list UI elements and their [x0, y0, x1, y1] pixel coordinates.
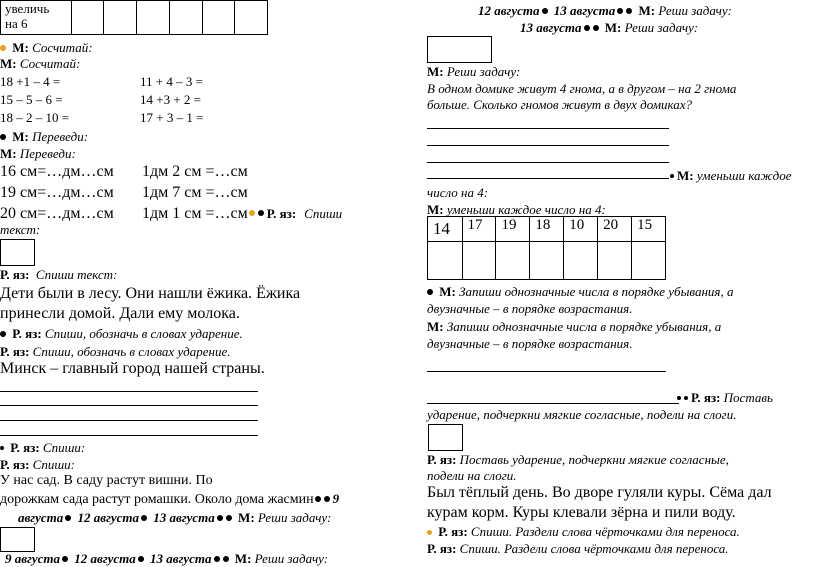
- bullet-icon: [258, 210, 264, 216]
- writing-line: [427, 145, 669, 146]
- answer-cell[interactable]: [564, 242, 598, 280]
- subject-label: М:: [427, 319, 444, 334]
- russian-stress-heading-2: [0, 344, 231, 360]
- task-text: Спиши. Раздели слова чёрточками для переноса.: [470, 524, 740, 539]
- math-reduce-heading-1: [670, 168, 792, 184]
- top-table-label-line1: увеличь: [5, 1, 50, 16]
- task-text: Поставь: [723, 390, 773, 405]
- subject-label: Р. яз:: [691, 390, 721, 405]
- number-cell: 10: [564, 217, 598, 242]
- subject-label: Р. яз:: [0, 344, 30, 359]
- conversion: 1дм 1 см =…см: [142, 205, 248, 222]
- task-text: Спиши. Раздели слова чёрточками для переноса.: [459, 541, 729, 556]
- writing-line: [427, 162, 669, 163]
- task-text-wrap: число на 4:: [427, 185, 489, 200]
- task-text: Поставь ударение, подчеркни мягкие согласные,: [459, 452, 729, 467]
- task-text: Сосчитай:: [32, 40, 93, 55]
- date: 13 августа: [153, 510, 215, 525]
- subject-label: М:: [439, 284, 456, 299]
- top-table-cell: [169, 1, 202, 35]
- subject-label: Р. яз:: [0, 457, 30, 472]
- writing-line: [427, 371, 666, 372]
- number-cell: 18: [530, 217, 564, 242]
- russian-copy-heading: [0, 267, 117, 283]
- writing-line: [0, 405, 258, 406]
- bullet-icon: [584, 25, 590, 31]
- date: 12 августа: [77, 510, 140, 525]
- math-count-heading-2: [0, 56, 80, 72]
- subject-label: М:: [12, 129, 29, 144]
- bullet-icon: [141, 515, 147, 521]
- equation: 15 – 5 – 6 =: [0, 92, 63, 107]
- task-text-wrap: ударение, подчеркни мягкие согласные, подели на слоги.: [427, 407, 737, 422]
- bullet-icon: [217, 515, 223, 521]
- task-text: Спиши:: [42, 440, 86, 455]
- subject-label: Р. яз:: [12, 326, 42, 341]
- task-text: Спиши, обозначь в словах ударение.: [44, 326, 243, 341]
- task-text: Реши задачу:: [658, 3, 732, 18]
- answer-cell[interactable]: [428, 242, 463, 280]
- number-cell: 20: [598, 217, 632, 242]
- bullet-icon: [670, 174, 674, 178]
- subject-label: М:: [677, 168, 694, 183]
- bullet-icon: [0, 446, 4, 450]
- top-table-cell: [137, 1, 170, 35]
- russian-stress-heading-1: [0, 326, 243, 342]
- russian-copy-heading-4: [0, 457, 75, 473]
- writing-line: [427, 128, 669, 129]
- subject-label: Р. яз:: [10, 440, 40, 455]
- subject-label: Р. яз:: [266, 206, 297, 221]
- writing-line: [427, 178, 669, 179]
- dates-heading: [18, 510, 331, 526]
- answer-cell[interactable]: [496, 242, 530, 280]
- bullet-icon: [226, 515, 232, 521]
- writing-line: [427, 403, 679, 404]
- conversion: 20 см=…дм…см: [0, 205, 114, 222]
- subject-label: М:: [427, 64, 444, 79]
- date: августа: [18, 510, 64, 525]
- task-text-wrap: двузначные – в порядке возрастания.: [427, 336, 633, 351]
- numbers-table: [427, 216, 666, 280]
- math-translate-heading-2: [0, 146, 76, 162]
- task-text: Спиши, обозначь в словах ударение.: [32, 344, 231, 359]
- subject-label: М:: [0, 56, 17, 71]
- number-cell: 19: [496, 217, 530, 242]
- top-table: [0, 0, 268, 35]
- conversion: 1дм 7 см =…см: [142, 184, 248, 201]
- top-table-cell: [71, 1, 104, 35]
- copy-text-line: Дети были в лесу. Они нашли ёжика. Ёжика: [0, 285, 301, 302]
- bullet-icon: [617, 8, 623, 14]
- task-text: Спиши:: [32, 457, 75, 472]
- date: 13 августа: [520, 20, 582, 35]
- bullet-icon: [223, 556, 229, 562]
- task-text: Реши задачу:: [624, 20, 699, 35]
- answer-box[interactable]: [428, 424, 463, 451]
- bullet-icon: [315, 496, 321, 502]
- number-cell: 15: [632, 217, 666, 242]
- bullet-icon: [427, 530, 432, 535]
- task-text: Переведи:: [32, 129, 89, 144]
- dates-heading-1: [478, 3, 732, 19]
- problem-line: В одном домике живут 4 гнома, а в другом – на 2 гнома: [427, 81, 737, 96]
- subject-label: М:: [427, 202, 444, 217]
- subject-label: М:: [234, 551, 252, 566]
- bullet-icon: [542, 8, 548, 14]
- bullet-icon: [249, 210, 255, 216]
- answer-cell[interactable]: [530, 242, 564, 280]
- task-text: Переведи:: [19, 146, 76, 161]
- date: 13 августа: [150, 551, 212, 566]
- copy-text-line: принесли домой. Дали ему молока.: [0, 305, 240, 322]
- task-text: Реши задачу:: [257, 510, 332, 525]
- story-line: Был тёплый день. Во дворе гуляли куры. Сёма дал: [427, 484, 772, 501]
- subject-label: М:: [0, 146, 17, 161]
- subject-label: М:: [638, 3, 656, 18]
- russian-hyphen-heading-1: [427, 524, 740, 540]
- math-order-heading-1: [427, 284, 733, 300]
- answer-cell[interactable]: [462, 242, 496, 280]
- answer-box[interactable]: [0, 527, 35, 552]
- equation: 14 +3 + 2 =: [140, 92, 201, 107]
- date: 12 августа: [478, 3, 540, 18]
- garden-text-line: дорожкам сада растут ромашки. Около дома жасмин: [0, 492, 314, 507]
- conversion: 19 см=…дм…см: [0, 184, 114, 201]
- russian-stress-heading-1: [677, 390, 773, 406]
- writing-line: [0, 391, 258, 392]
- russian-hyphen-heading-2: [427, 541, 729, 557]
- equation: 18 – 2 – 10 =: [0, 110, 70, 125]
- task-text-wrap: двузначные – в порядке возрастания.: [427, 301, 633, 316]
- writing-line: [0, 420, 258, 421]
- task-text: Запиши однозначные числа в порядке убывания, а: [459, 284, 734, 299]
- bullet-icon: [0, 331, 6, 337]
- date: 12 августа: [74, 551, 136, 566]
- number-cell: 17: [462, 217, 496, 242]
- date: 13 августа: [553, 3, 616, 18]
- conversion-with-task: [142, 205, 342, 223]
- garden-text-line: У нас сад. В саду растут вишни. По: [0, 473, 213, 488]
- dates-heading-2: [520, 20, 698, 36]
- math-count-heading-1: [0, 40, 93, 56]
- task-text: Спиши текст:: [35, 267, 118, 282]
- bullet-icon: [65, 515, 71, 521]
- subject-label: М:: [604, 20, 622, 35]
- task-text: Запиши однозначные числа в порядке убывания, а: [446, 319, 722, 334]
- bullet-icon: [324, 496, 330, 502]
- garden-text-line-with-date: [0, 491, 339, 508]
- answer-box[interactable]: [0, 239, 35, 266]
- bullet-icon: [427, 289, 433, 295]
- story-line: курам корм. Куры клевали зёрна и пили воду.: [427, 504, 736, 521]
- task-text: уменьши каждое число на 4:: [446, 202, 606, 217]
- task-text-wrap: подели на слоги.: [427, 468, 517, 483]
- subject-label: М:: [238, 510, 255, 525]
- top-table-cell: [104, 1, 137, 35]
- russian-stress-heading-2: [427, 452, 729, 468]
- conversion: 1дм 2 см =…см: [142, 163, 248, 180]
- answer-box[interactable]: [427, 36, 492, 63]
- bullet-icon: [677, 396, 681, 400]
- writing-line: [0, 435, 258, 436]
- bullet-icon: [593, 25, 599, 31]
- sentence: Минск – главный город нашей страны.: [0, 360, 265, 377]
- date: 9 августа: [5, 551, 61, 566]
- bullet-icon: [0, 45, 6, 51]
- task-text: Спиши: [304, 206, 343, 221]
- top-table-label-cell: [1, 1, 72, 35]
- bullet-icon: [626, 8, 632, 14]
- subject-label: Р. яз:: [0, 267, 30, 282]
- subject-label: Р. яз:: [438, 524, 468, 539]
- equation: 17 + 3 – 1 =: [140, 110, 204, 125]
- subject-label: Р. яз:: [427, 452, 457, 467]
- bullet-icon: [214, 556, 220, 562]
- conversion: 16 см=…дм…см: [0, 163, 114, 180]
- task-text-wrap: текст:: [0, 222, 41, 237]
- math-translate-heading-1: [0, 129, 88, 145]
- equation: 11 + 4 – 3 =: [140, 74, 203, 89]
- dates-heading-bottom: [5, 551, 328, 567]
- number-cell: 14: [428, 217, 463, 242]
- top-table-cell: [202, 1, 235, 35]
- date-fragment: 9: [332, 491, 340, 506]
- top-table-label-line2: на 6: [5, 16, 28, 31]
- top-table-cell: [235, 1, 268, 35]
- answer-cell[interactable]: [632, 242, 666, 280]
- problem-line: больше. Сколько гномов живут в двух домиках?: [427, 97, 693, 112]
- task-text: уменьши каждое: [696, 168, 792, 183]
- task-text: Реши задачу:: [254, 551, 329, 566]
- subject-label: М:: [12, 40, 29, 55]
- task-text: Реши задачу:: [446, 64, 521, 79]
- task-text: Сосчитай:: [19, 56, 81, 71]
- math-order-heading-2: [427, 319, 721, 335]
- math-solve-heading: [427, 64, 520, 80]
- bullet-icon: [684, 396, 688, 400]
- bullet-icon: [62, 556, 68, 562]
- russian-copy-heading-3: [0, 440, 85, 456]
- answer-cell[interactable]: [598, 242, 632, 280]
- equation: 18 +1 – 4 =: [0, 74, 61, 89]
- bullet-icon: [138, 556, 144, 562]
- subject-label: Р. яз:: [427, 541, 457, 556]
- bullet-icon: [0, 134, 6, 140]
